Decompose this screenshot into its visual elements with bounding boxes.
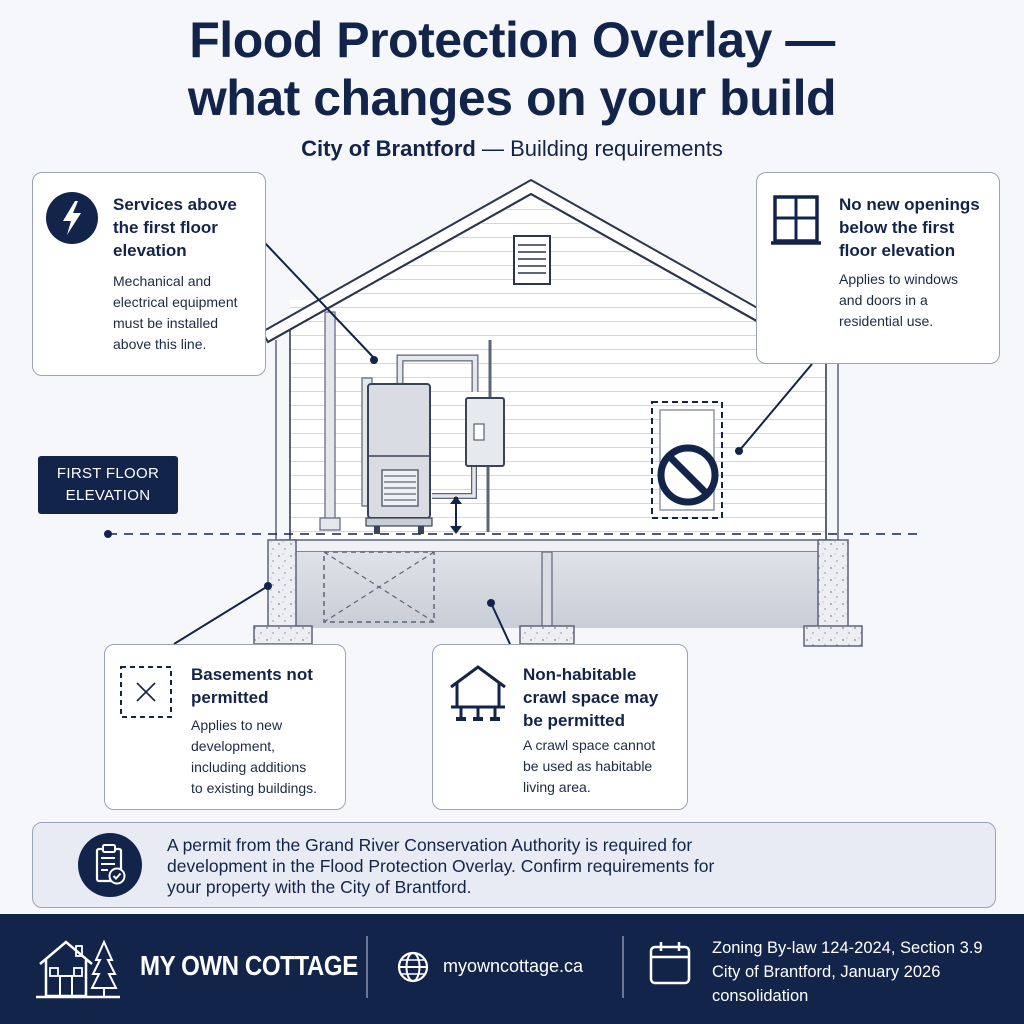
- crawl-space-card-body: [523, 735, 655, 798]
- basements-body-line-3: including additions: [191, 759, 307, 775]
- services-body-line-4: above this line.: [113, 336, 207, 352]
- openings-body-line-3: residential use.: [839, 313, 934, 329]
- services-card-body: [113, 271, 238, 355]
- banner-line-2: development in the Flood Protection Overlay. Confirm requirements for: [167, 856, 715, 876]
- banner-line-3: your property with the City of Brantford.: [167, 877, 472, 897]
- crawl-space-card: [432, 644, 688, 810]
- openings-title-line-2: below the first: [839, 218, 955, 237]
- basements-title-line-1: Basements not: [191, 665, 313, 684]
- bylaw-reference: [712, 936, 1012, 1008]
- crawl-title-line-1: Non-habitable: [523, 665, 637, 684]
- openings-title-line-1: No new openings: [839, 195, 980, 214]
- openings-card-title: [839, 193, 980, 262]
- raised-house-icon: [447, 663, 509, 725]
- basements-body-line-1: Applies to new: [191, 717, 283, 733]
- openings-body-line-2: and doors in a: [839, 292, 928, 308]
- crawl-title-line-2: crawl space may: [523, 688, 659, 707]
- crawl-space-card-title: [523, 663, 658, 732]
- ffe-label-line-2: ELEVATION: [65, 487, 151, 504]
- subtitle-city: City of Brantford: [301, 136, 476, 161]
- footer-divider-2: [622, 936, 624, 998]
- openings-body-line-1: Applies to windows: [839, 271, 959, 287]
- banner-line-1: A permit from the Grand River Conservation Authority is required for: [167, 835, 693, 855]
- footer: [0, 914, 1024, 1024]
- basements-body-line-2: development,: [191, 738, 276, 754]
- basements-body-line-4: to existing buildings.: [191, 780, 318, 796]
- crawl-title-line-3: be permitted: [523, 711, 626, 730]
- openings-card-body: [839, 269, 958, 332]
- basements-title-line-2: permitted: [191, 688, 269, 707]
- gable-vent: [514, 236, 550, 284]
- clipboard-check-icon: [77, 832, 143, 898]
- crawl-body-line-2: be used as habitable: [523, 758, 653, 774]
- globe-icon: [396, 950, 430, 984]
- first-floor-elevation-label: [38, 456, 178, 514]
- floor-and-crawl-space: [280, 540, 832, 628]
- basements-card: [104, 644, 346, 810]
- services-card: [32, 172, 266, 376]
- basement-outline-icon: [119, 665, 173, 719]
- services-body-line-2: electrical equipment: [113, 294, 238, 310]
- crawl-body-line-3: living area.: [523, 779, 591, 795]
- permit-banner-text: [167, 835, 867, 898]
- ffe-label-line-1: FIRST FLOOR: [56, 465, 160, 482]
- services-body-line-3: must be installed: [113, 315, 219, 331]
- services-title-line-2: the first floor: [113, 218, 218, 237]
- basements-card-body: [191, 715, 317, 799]
- page-title-line-2: what changes on your build: [187, 70, 837, 126]
- openings-card: [756, 172, 1000, 364]
- services-title-line-1: Services above: [113, 195, 237, 214]
- services-body-line-1: Mechanical and: [113, 273, 212, 289]
- footer-divider-1: [366, 936, 368, 998]
- basements-card-title: [191, 663, 313, 709]
- services-card-title: [113, 193, 237, 262]
- house-walls: [276, 196, 838, 540]
- reference-line-2: City of Brantford, January 2026: [712, 963, 941, 981]
- window-icon: [771, 193, 821, 247]
- brand-name: MY OWN COTTAGE: [140, 950, 358, 981]
- reference-line-1: Zoning By-law 124-2024, Section 3.9: [712, 939, 983, 957]
- crawl-body-line-1: A crawl space cannot: [523, 737, 656, 753]
- first-floor-elevation-dot: [104, 530, 112, 538]
- services-title-line-3: elevation: [113, 241, 187, 260]
- subtitle-rest: — Building requirements: [475, 136, 723, 161]
- openings-title-line-3: floor elevation: [839, 241, 956, 260]
- permit-banner: [32, 822, 996, 908]
- calendar-icon: [648, 940, 692, 986]
- lightning-bolt-icon: [45, 191, 99, 245]
- website-link[interactable]: myowncottage.ca: [443, 956, 584, 976]
- cottage-logo-icon: [36, 930, 120, 1004]
- reference-line-3: consolidation: [712, 987, 809, 1005]
- page-title-line-1: Flood Protection Overlay —: [189, 12, 835, 68]
- prohibited-window: [652, 402, 722, 518]
